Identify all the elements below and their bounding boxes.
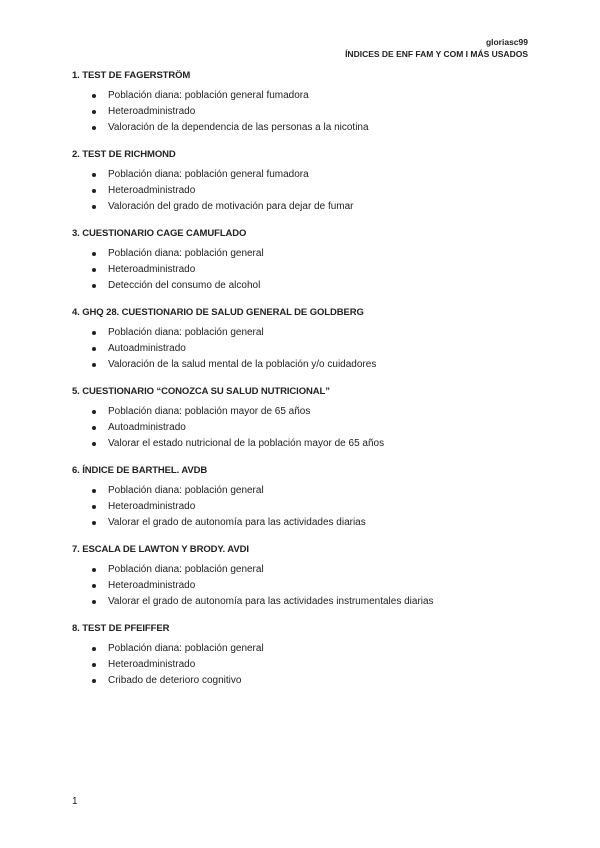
list-item <box>92 483 532 499</box>
list-item-text: Valorar el estado nutricional de la población mayor de 65 años <box>108 438 385 449</box>
list-item <box>92 641 532 657</box>
list-item <box>92 436 532 452</box>
list-item-text: Valorar el grado de autonomía para las actividades instrumentales diarias <box>108 596 434 607</box>
bullet-icon <box>92 331 96 335</box>
list-item <box>92 278 532 294</box>
page-header <box>345 36 528 60</box>
bullet-icon <box>92 284 96 288</box>
list-item <box>92 357 532 373</box>
list-item-text: Valorar el grado de autonomía para las actividades diarias <box>108 517 366 528</box>
bullet-icon <box>92 268 96 272</box>
bullet-icon <box>92 94 96 98</box>
list-item-text: Autoadministrado <box>108 343 186 354</box>
bullet-list <box>72 246 532 294</box>
list-item-text: Heteroadministrado <box>108 185 196 196</box>
list-item-text: Población diana: población general <box>108 248 264 259</box>
section-heading: 1. TEST DE FAGERSTRÖM <box>72 70 191 81</box>
list-item <box>92 341 532 357</box>
list-item-text: Valoración del grado de motivación para dejar de fumar <box>108 201 354 212</box>
section-heading: 5. CUESTIONARIO “CONOZCA SU SALUD NUTRICIONAL” <box>72 386 330 397</box>
section-heading: 4. GHQ 28. CUESTIONARIO DE SALUD GENERAL DE GOLDBERG <box>72 307 364 318</box>
list-item-text: Cribado de deterioro cognitivo <box>108 675 242 686</box>
list-item-text: Heteroadministrado <box>108 264 196 275</box>
list-item-text: Población diana: población general fumadora <box>108 169 309 180</box>
bullet-list <box>72 562 532 610</box>
author-name: gloriasc99 <box>485 37 528 47</box>
list-item-text: Detección del consumo de alcohol <box>108 280 261 291</box>
bullet-icon <box>92 252 96 256</box>
list-item-text: Heteroadministrado <box>108 659 196 670</box>
bullet-icon <box>92 600 96 604</box>
list-item <box>92 420 532 436</box>
list-item-text: Heteroadministrado <box>108 501 196 512</box>
bullet-icon <box>92 110 96 114</box>
section-heading: 8. TEST DE PFEIFFER <box>72 623 170 634</box>
list-item <box>92 325 532 341</box>
list-item-text: Población diana: población general <box>108 564 264 575</box>
list-item-text: Valoración de la salud mental de la población y/o cuidadores <box>108 359 377 370</box>
bullet-icon <box>92 489 96 493</box>
section-heading: 6. ÍNDICE DE BARTHEL. AVDB <box>72 465 208 476</box>
list-item <box>92 167 532 183</box>
section <box>72 228 532 294</box>
list-item <box>92 515 532 531</box>
list-item <box>92 673 532 689</box>
list-item <box>92 199 532 215</box>
bullet-icon <box>92 347 96 351</box>
bullet-icon <box>92 521 96 525</box>
document-title: ÍNDICES DE ENF FAM Y COM I MÁS USADOS <box>345 49 528 59</box>
section <box>72 465 532 531</box>
bullet-list <box>72 641 532 689</box>
bullet-icon <box>92 426 96 430</box>
list-item <box>92 562 532 578</box>
bullet-list <box>72 167 532 215</box>
section <box>72 386 532 452</box>
list-item-text: Población diana: población general <box>108 327 264 338</box>
list-item <box>92 657 532 673</box>
page-number: 1 <box>72 796 78 807</box>
bullet-icon <box>92 584 96 588</box>
document-body <box>72 70 532 702</box>
bullet-list <box>72 325 532 373</box>
list-item <box>92 88 532 104</box>
bullet-icon <box>92 442 96 446</box>
section <box>72 544 532 610</box>
bullet-icon <box>92 363 96 367</box>
bullet-list <box>72 483 532 531</box>
list-item <box>92 594 532 610</box>
section <box>72 623 532 689</box>
list-item <box>92 262 532 278</box>
bullet-icon <box>92 647 96 651</box>
bullet-icon <box>92 173 96 177</box>
bullet-icon <box>92 410 96 414</box>
list-item-text: Autoadministrado <box>108 422 186 433</box>
bullet-icon <box>92 189 96 193</box>
list-item-text: Valoración de la dependencia de las personas a la nicotina <box>108 122 369 133</box>
bullet-icon <box>92 679 96 683</box>
section-heading: 7. ESCALA DE LAWTON Y BRODY. AVDI <box>72 544 249 555</box>
list-item-text: Heteroadministrado <box>108 580 196 591</box>
list-item <box>92 499 532 515</box>
list-item <box>92 246 532 262</box>
list-item-text: Heteroadministrado <box>108 106 196 117</box>
bullet-icon <box>92 126 96 130</box>
list-item <box>92 183 532 199</box>
list-item <box>92 578 532 594</box>
bullet-list <box>72 88 532 136</box>
list-item <box>92 104 532 120</box>
list-item-text: Población diana: población general fumadora <box>108 90 309 101</box>
list-item-text: Población diana: población general <box>108 643 264 654</box>
bullet-icon <box>92 663 96 667</box>
section-heading: 3. CUESTIONARIO CAGE CAMUFLADO <box>72 228 247 239</box>
section <box>72 149 532 215</box>
list-item <box>92 120 532 136</box>
bullet-icon <box>92 568 96 572</box>
section-heading: 2. TEST DE RICHMOND <box>72 149 176 160</box>
section <box>72 307 532 373</box>
section <box>72 70 532 136</box>
list-item <box>92 404 532 420</box>
bullet-icon <box>92 505 96 509</box>
list-item-text: Población diana: población mayor de 65 años <box>108 406 311 417</box>
bullet-list <box>72 404 532 452</box>
list-item-text: Población diana: población general <box>108 485 264 496</box>
bullet-icon <box>92 205 96 209</box>
